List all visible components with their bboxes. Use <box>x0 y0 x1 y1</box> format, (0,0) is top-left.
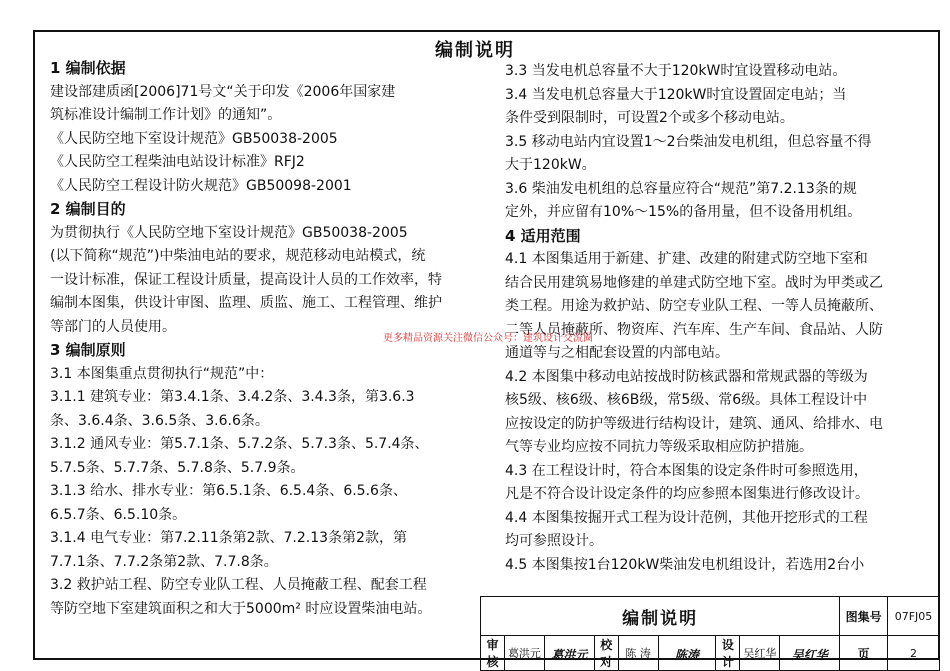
left-column-line: 为贯彻执行《人民防空地下室设计规范》GB50038-2005 <box>50 224 408 241</box>
review-label: 审核 <box>481 636 505 671</box>
watermark-text: 更多精品资源关注微信公众号：建筑设计交流圈 <box>383 333 593 344</box>
right-column-line: 3.3 当发电机总容量不大于120kW时宜设置移动电站。 <box>505 63 847 79</box>
right-column-line: 3.4 当发电机总容量大于120kW时宜设置固定电站；当 <box>505 86 847 103</box>
checker-signature <box>658 636 716 671</box>
right-column-line: 均可参照设计。 <box>505 533 603 549</box>
right-column-line: 4.1 本图集适用于新建、扩建、改建的附建式防空地下室和 <box>505 251 868 267</box>
right-column-line: 气等专业均应按不同抗力等级采取相应防护措施。 <box>505 439 813 455</box>
right-column-line: 类工程。用途为救护站、防空专业队工程、一等人员掩蔽所、 <box>505 298 883 314</box>
designer-signature <box>780 636 840 671</box>
left-column-line: 3.1.1 建筑专业：第3.4.1条、3.4.2条、3.4.3条，第3.6.3 <box>50 389 415 405</box>
reviewer-name: 葛洪元 <box>504 636 544 671</box>
left-column-line: 筑标准设计编制工作计划》的通知”。 <box>50 107 282 123</box>
right-column-line: 3.6 柴油发电机组的总容量应符合“规范”第7.2.13条的规 <box>505 180 857 197</box>
left-column-line: 《人民防空地下室设计规范》GB50038-2005 <box>50 130 338 147</box>
designer-signature-text: 吴红华 <box>791 647 828 662</box>
right-column-line: 应按设定的防护等级进行结构设计，建筑、通风、给排水、电 <box>505 415 883 432</box>
right-column-line: 二等人员掩蔽所、物资库、汽车库、生产车间、食品站、人防 <box>505 321 883 338</box>
left-column-heading: 2 编制目的 <box>50 200 126 218</box>
right-column <box>505 60 890 577</box>
right-column-line: 大于120kW。 <box>505 157 596 173</box>
left-column-line: 5.7.5条、5.7.7条、5.7.8条、5.7.9条。 <box>50 459 305 476</box>
left-column-line: 3.1.2 通风专业：第5.7.1条、5.7.2条、5.7.3条、5.7.4条、 <box>50 436 429 452</box>
left-column-line: 一设计标准，保证工程设计质量，提高设计人员的工作效率，特 <box>50 271 442 288</box>
right-column-line: 凡是不符合设计设定条件的均应参照本图集进行修改设计。 <box>505 486 869 502</box>
left-column-line: 等防空地下室建筑面积之和大于5000m² 时应设置柴油电站。 <box>50 600 432 617</box>
title-block-title: 编制说明 <box>481 597 840 636</box>
right-column-line: 通道等与之相配套设置的内部电站。 <box>505 345 729 361</box>
title-block <box>480 596 940 671</box>
right-column-line: 4.3 在工程设计时，符合本图集的设定条件时可参照选用， <box>505 462 868 479</box>
right-column-line: 4.5 本图集按1台120kW柴油发电机组设计，若选用2台小 <box>505 556 865 573</box>
atlas-label: 图集号 <box>840 597 888 636</box>
left-column-line: 建设部建质函[2006]71号文“关于印发《2006年国家建 <box>50 83 396 100</box>
left-column-heading: 1 编制依据 <box>50 59 126 77</box>
atlas-number: 07FJ05 <box>888 597 940 636</box>
left-column-line: 编制本图集，供设计审图、监理、质监、施工、工程管理、维护 <box>50 295 442 311</box>
right-column-line: 核5级、核6级、核6B级，常5级、常6级。具体工程设计中 <box>505 392 868 408</box>
checker-signature-text: 陈涛 <box>675 647 700 662</box>
right-column-line: 条件受到限制时，可设置2个或多个移动电站。 <box>505 110 794 126</box>
left-column-line: 《人民防空工程设计防火规范》GB50098-2001 <box>50 177 352 194</box>
check-label: 校对 <box>594 636 618 671</box>
left-column-heading: 3 编制原则 <box>50 341 126 359</box>
reviewer-signature <box>544 636 594 671</box>
page-label: 页 <box>840 636 888 671</box>
left-column-line: 3.1.3 给水、排水专业：第6.5.1条、6.5.4条、6.5.6条、 <box>50 483 407 499</box>
left-column-line: 3.2 救护站工程、防空专业队工程、人员掩蔽工程、配套工程 <box>50 577 427 593</box>
page-number: 2 <box>888 636 940 671</box>
left-column-line: 等部门的人员使用。 <box>50 318 176 335</box>
right-column-line: 4.2 本图集中移动电站按战时防核武器和常规武器的等级为 <box>505 368 868 385</box>
design-label: 设计 <box>716 636 740 671</box>
right-column-line: 3.5 移动电站内宜设置1～2台柴油发电机组，但总容量不得 <box>505 133 872 150</box>
designer-name: 吴红华 <box>740 636 780 671</box>
left-column-line: 3.1.4 电气专业：第7.2.11条第2款、7.2.13条第2款，第 <box>50 530 407 546</box>
left-column-line: 《人民防空工程柴油电站设计标准》RFJ2 <box>50 154 305 170</box>
left-column-line: (以下简称“规范”)中柴油电站的要求，规范移动电站模式，统 <box>50 248 426 264</box>
left-column-line: 条、3.6.4条、3.6.5条、3.6.6条。 <box>50 412 269 429</box>
right-column-line: 4.4 本图集按掘开式工程为设计范例，其他开挖形式的工程 <box>505 509 868 526</box>
reviewer-signature-text: 葛洪元 <box>551 647 588 662</box>
left-column-line: 3.1 本图集重点贯彻执行“规范”中： <box>50 365 274 382</box>
left-column-line: 7.7.1条、7.7.2条第2款、7.7.8条。 <box>50 553 278 570</box>
page-title: 编制说明 <box>435 40 515 61</box>
checker-name: 陈 涛 <box>618 636 658 671</box>
left-column-line: 6.5.7条、6.5.10条。 <box>50 506 187 523</box>
right-column-line: 定外，并应留有10%～15%的备用量，但不设备用机组。 <box>505 204 862 220</box>
right-column-line: 结合民用建筑易地修建的单建式防空地下室。战时为甲类或乙 <box>505 274 883 291</box>
right-column-heading: 4 适用范围 <box>505 226 581 245</box>
